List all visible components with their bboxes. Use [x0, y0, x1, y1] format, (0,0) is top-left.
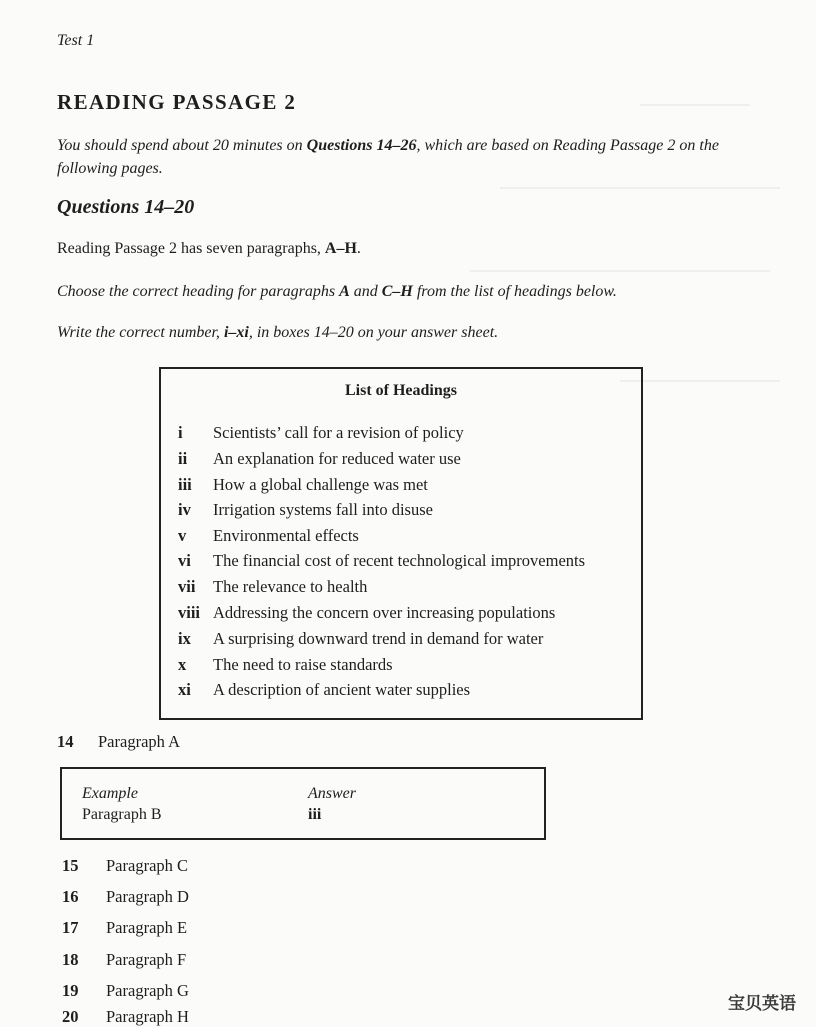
instruction-2-c: from the list of headings below.	[412, 283, 617, 300]
instruction-1-range: A–H	[324, 240, 357, 257]
list-of-headings-title: List of Headings	[344, 382, 457, 399]
heading-item	[178, 680, 470, 700]
heading-text: The need to raise standards	[213, 655, 393, 674]
list-of-headings-box	[159, 367, 643, 720]
example-paragraph: Paragraph B	[82, 806, 162, 823]
question-label: Paragraph A	[98, 732, 181, 751]
question-paragraph-letter: D	[177, 887, 189, 906]
watermark: 宝贝英语	[728, 994, 796, 1014]
heading-numeral: v	[178, 526, 187, 545]
question-label: Paragraph	[106, 856, 173, 875]
question-paragraph-letter: E	[177, 918, 188, 937]
answer-label: Answer	[308, 785, 356, 802]
instruction-1-text: Reading Passage 2 has seven paragraphs,	[57, 240, 325, 257]
heading-item	[178, 449, 461, 469]
question-number: 16	[62, 887, 79, 906]
heading-item	[178, 423, 464, 443]
question-label: Paragraph	[106, 950, 173, 969]
question-label: Paragraph	[106, 918, 173, 937]
question-paragraph-letter: G	[177, 981, 189, 1000]
instruction-3-range: i–xi	[223, 324, 249, 341]
question-number: 15	[62, 856, 79, 875]
intro-questions-range: Questions 14–26	[306, 137, 417, 154]
example-label: Example	[82, 785, 138, 802]
heading-numeral: iii	[178, 475, 192, 494]
example-answer: iii	[308, 806, 322, 823]
intro-instruction	[57, 134, 757, 180]
question-row	[62, 856, 188, 876]
instruction-2-para-a: A	[339, 283, 350, 300]
question-number: 14	[57, 732, 74, 751]
instruction-2-para-range: C–H	[381, 283, 413, 300]
heading-numeral: x	[178, 655, 187, 674]
intro-part1: You should spend about 20 minutes on	[57, 137, 307, 154]
instruction-line-2	[57, 283, 617, 301]
heading-text: The relevance to health	[213, 577, 368, 596]
question-row	[62, 950, 186, 970]
question-number: 20	[62, 1007, 79, 1026]
question-number: 18	[62, 950, 79, 969]
question-row	[62, 981, 189, 1001]
question-row	[62, 887, 189, 907]
question-14	[57, 732, 180, 752]
heading-text: Scientists’ call for a revision of policy	[213, 423, 464, 442]
instruction-2-a: Choose the correct heading for paragraphs	[57, 283, 340, 300]
passage-title: READING PASSAGE 2	[57, 90, 297, 114]
heading-numeral: iv	[178, 500, 191, 519]
heading-numeral: xi	[178, 680, 191, 699]
question-paragraph-letter: C	[177, 856, 189, 875]
heading-item	[178, 475, 428, 495]
question-row	[62, 918, 187, 938]
heading-text: How a global challenge was met	[213, 475, 428, 494]
heading-text: A description of ancient water supplies	[213, 680, 471, 699]
heading-numeral: i	[178, 423, 183, 442]
heading-text: A surprising downward trend in demand for water	[213, 629, 544, 648]
question-number: 19	[62, 981, 79, 1000]
instruction-2-b: and	[349, 283, 382, 300]
question-row	[62, 1007, 189, 1027]
instruction-line-1	[57, 240, 361, 258]
heading-item	[178, 551, 585, 571]
heading-text: An explanation for reduced water use	[213, 449, 461, 468]
heading-item	[178, 603, 555, 623]
intro-part2: , which are based on Reading Passage 2 on the following pages.	[57, 137, 719, 177]
question-label: Paragraph	[106, 981, 173, 1000]
heading-item	[178, 655, 393, 675]
heading-text: Environmental effects	[213, 526, 359, 545]
instruction-3-a: Write the correct number,	[57, 324, 224, 341]
heading-numeral: vii	[178, 577, 196, 596]
instruction-1-end: .	[356, 240, 361, 257]
page-header-test-label: Test 1	[57, 32, 95, 49]
heading-text: The financial cost of recent technological improvements	[213, 551, 586, 570]
heading-numeral: viii	[178, 603, 201, 622]
question-paragraph-letter: F	[177, 950, 187, 969]
instruction-3-c: , in boxes 14–20 on your answer sheet.	[248, 324, 499, 341]
heading-numeral: vi	[178, 551, 191, 570]
instruction-line-3	[57, 324, 498, 342]
question-label: Paragraph	[106, 1007, 173, 1026]
question-paragraph-letter: H	[177, 1007, 189, 1026]
heading-text: Addressing the concern over increasing populations	[213, 603, 556, 622]
questions-heading: Questions 14–20	[57, 196, 195, 218]
example-box	[60, 767, 546, 840]
heading-text: Irrigation systems fall into disuse	[213, 500, 433, 519]
question-number: 17	[62, 918, 79, 937]
heading-item	[178, 629, 543, 649]
question-label: Paragraph	[106, 887, 173, 906]
heading-item	[178, 577, 367, 597]
heading-item	[178, 500, 433, 520]
heading-numeral: ix	[178, 629, 191, 648]
heading-numeral: ii	[178, 449, 188, 468]
heading-item	[178, 526, 359, 546]
